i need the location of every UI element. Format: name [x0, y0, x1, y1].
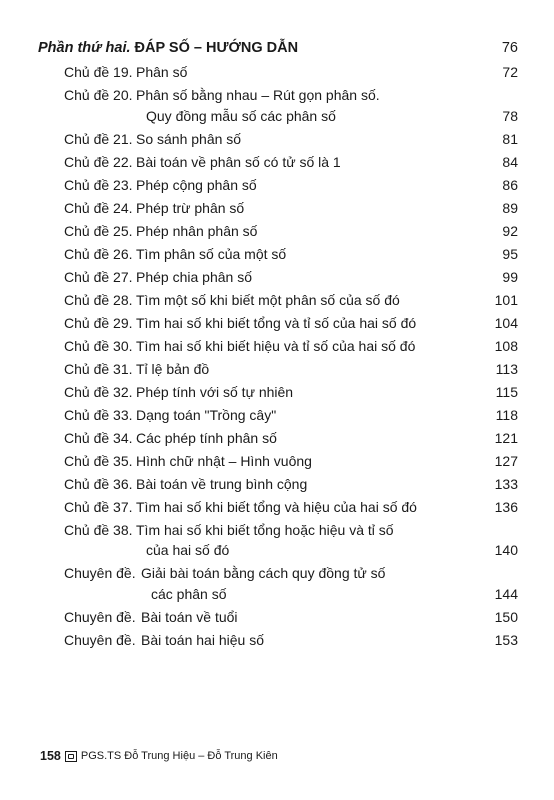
toc-entry-label: Chuyên đề. — [64, 608, 136, 625]
section-title: ĐÁP SỐ – HƯỚNG DẪN — [134, 40, 299, 56]
toc-entry — [0, 497, 554, 518]
section-part: Phần thứ hai. — [38, 40, 131, 56]
section-header — [38, 40, 518, 60]
toc-entry-title: Các phép tính phân số — [136, 429, 277, 446]
toc-entry — [0, 474, 554, 495]
toc-entry-title: Phép chia phân số — [136, 268, 252, 285]
toc-entry — [0, 451, 554, 472]
toc-entry-title: Phân số bằng nhau – Rút gọn phân số. — [136, 87, 380, 103]
toc-entry-label: Chủ đề 38. — [64, 521, 133, 538]
toc-entry-label: Chủ đề 21. — [64, 130, 133, 147]
toc-entry-label: Chuyên đề. — [64, 565, 136, 581]
toc-entry-page-number: 133 — [494, 475, 518, 492]
toc-entry-label: Chủ đề 30. — [64, 337, 133, 354]
toc-entry-title: Tìm một số khi biết một phân số của số đó — [136, 291, 400, 308]
toc-entry-label: Chuyên đề. — [64, 631, 136, 648]
toc-entry — [0, 359, 554, 380]
toc-entry — [0, 313, 554, 334]
toc-entry-label: Chủ đề 28. — [64, 291, 133, 308]
toc-entry-label: Chủ đề 22. — [64, 153, 133, 170]
toc-entry-label: Chủ đề 29. — [64, 314, 133, 331]
toc-entry — [0, 382, 554, 403]
toc-entry — [0, 62, 554, 83]
toc-entry-label: Chủ đề 33. — [64, 406, 133, 423]
footer-page-number: 158 — [40, 749, 61, 763]
toc-entry — [0, 290, 554, 311]
toc-entry-label: Chủ đề 24. — [64, 199, 133, 216]
toc-entry-label: Chủ đề 32. — [64, 383, 133, 400]
toc-entry-label: Chủ đề 31. — [64, 360, 133, 377]
toc-entry — [0, 405, 554, 426]
toc-entry-page-number: 140 — [494, 542, 518, 558]
toc-entry-label: Chủ đề 37. — [64, 498, 133, 515]
toc-entry-label: Chủ đề 34. — [64, 429, 133, 446]
toc-entry-page-number: 89 — [502, 199, 518, 216]
toc-entry-page-number: 153 — [494, 631, 518, 648]
toc-entry-label: Chủ đề 20. — [64, 87, 133, 103]
toc-entry-title: Bài toán về tuổi — [141, 608, 238, 625]
toc-entry-title: So sánh phân số — [136, 130, 242, 147]
toc-entry — [0, 630, 554, 651]
toc-entry — [0, 129, 554, 150]
toc-entry-page-number: 115 — [495, 383, 518, 400]
toc-entry-page-number: 150 — [494, 608, 518, 625]
toc-entry-title: Phép cộng phân số — [136, 176, 257, 193]
toc-entry-label: Chủ đề 35. — [64, 452, 133, 469]
toc-entry — [0, 336, 554, 357]
toc-entry-title: của hai số đó — [146, 542, 230, 558]
toc-entry-page-number: 81 — [502, 130, 518, 147]
toc-entry — [0, 267, 554, 288]
toc-entry-page-number: 104 — [494, 314, 518, 331]
toc-entry-title: Tìm phân số của một số — [136, 245, 287, 262]
toc-entry-page-number: 95 — [502, 245, 518, 262]
toc-entry-label: Chủ đề 25. — [64, 222, 133, 239]
toc-entry-page-number: 136 — [494, 498, 518, 515]
toc-entry-title: Tìm hai số khi biết tổng hoặc hiệu và tỉ số — [136, 521, 394, 538]
toc-entry-title: Phép tính với số tự nhiên — [136, 383, 294, 400]
toc-entry-label: Chủ đề 19. — [64, 64, 133, 80]
toc-entry-title: Bài toán hai hiệu số — [141, 631, 264, 648]
section-page-number: 76 — [501, 40, 518, 56]
toc-entry-page-number: 99 — [502, 268, 518, 285]
toc-entry-page-number: 86 — [502, 176, 518, 193]
toc-entry-label: Chủ đề 26. — [64, 245, 133, 262]
toc-entry-title: Phép nhân phân số — [136, 222, 258, 239]
toc-entry-label: Chủ đề 36. — [64, 475, 133, 492]
toc-entry — [0, 428, 554, 449]
toc-entry-title: Hình chữ nhật – Hình vuông — [136, 452, 312, 469]
toc-entry-page-number: 113 — [495, 360, 518, 377]
toc-entry-title: Tìm hai số khi biết hiệu và tỉ số của hai số đó — [136, 337, 416, 354]
toc-entry — [0, 563, 554, 604]
toc-entry-title: các phân số — [151, 585, 227, 602]
toc-entry — [0, 607, 554, 628]
toc-entry-page-number: 144 — [494, 585, 518, 602]
publisher-logo-icon — [65, 751, 77, 762]
toc-entry-label: Chủ đề 27. — [64, 268, 133, 285]
toc-entry-page-number: 72 — [502, 64, 518, 80]
toc-entry-page-number: 121 — [494, 429, 518, 446]
footer-authors: PGS.TS Đỗ Trung Hiệu – Đỗ Trung Kiên — [80, 750, 278, 762]
toc-entry-title: Tỉ lệ bản đồ — [136, 360, 210, 377]
toc-entry-page-number: 92 — [502, 222, 518, 239]
toc-entry — [0, 198, 554, 219]
toc-entry — [0, 85, 554, 126]
toc-entry-title: Tìm hai số khi biết tổng và hiệu của hai số đó — [136, 498, 417, 515]
toc-entry — [0, 152, 554, 173]
toc-entry — [0, 520, 554, 561]
toc-entry — [0, 244, 554, 265]
toc-entry — [0, 221, 554, 242]
toc-entry-title: Quy đồng mẫu số các phân số — [146, 107, 336, 124]
toc-entry-page-number: 127 — [494, 452, 518, 469]
toc-entry-title: Giải bài toán bằng cách quy đồng tử số — [141, 565, 386, 581]
toc-entry — [0, 175, 554, 196]
toc-entry-page-number: 78 — [502, 107, 518, 124]
toc-entry-title: Dạng toán "Trồng cây" — [136, 406, 277, 423]
toc-entry-page-number: 108 — [494, 337, 518, 354]
toc-entry-page-number: 118 — [495, 406, 518, 423]
toc-entry-page-number: 84 — [502, 153, 518, 170]
toc-entry-page-number: 101 — [494, 291, 518, 308]
toc-entry-title: Tìm hai số khi biết tổng và tỉ số của hai số đó — [136, 314, 417, 331]
toc-entry-title: Bài toán về trung bình cộng — [136, 475, 308, 492]
toc-entry-label: Chủ đề 23. — [64, 176, 133, 193]
toc-entry-title: Phép trừ phân số — [136, 199, 245, 216]
toc-entry-title: Phân số — [136, 64, 188, 80]
toc-entry-title: Bài toán về phân số có tử số là 1 — [136, 153, 341, 170]
page-footer — [40, 748, 278, 764]
